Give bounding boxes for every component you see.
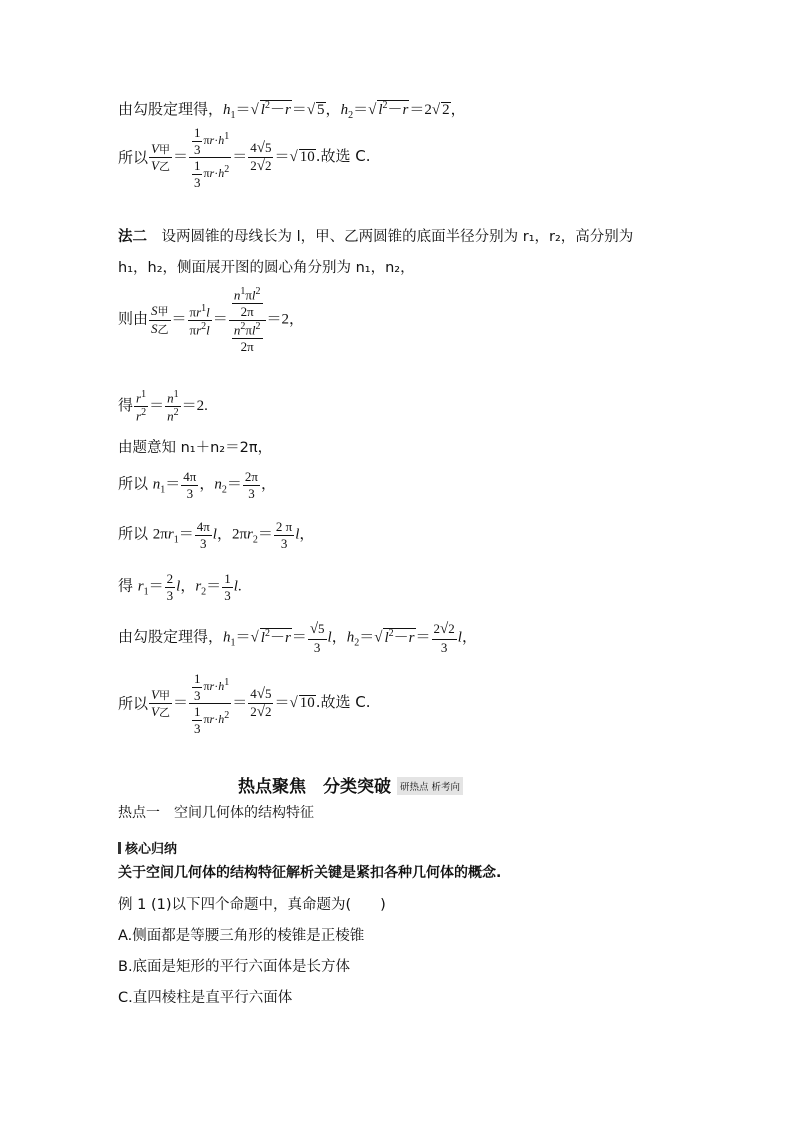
example-question: 例 1 (1)以下四个命题中，真命题为( ) bbox=[118, 897, 386, 913]
option-a: A.侧面都是等腰三角形的棱锥是正棱锥 bbox=[118, 928, 365, 944]
core-summary-text: 关于空间几何体的结构特征解析关键是紧扣各种几何体的概念. bbox=[118, 865, 502, 881]
line-radius-values: 得 $r_1=$ $\frac{2}{3}$ l，$r_2=$ $\frac{1}{3}$ l. bbox=[118, 571, 242, 603]
core-summary-label: 核心归纳 bbox=[118, 838, 177, 857]
line-ratio-r-n: 得 $\frac{r^1}{r^2}$ ＝ $\frac{n^1}{n^2}$ ＝2. bbox=[118, 389, 208, 424]
line-method-two: 法二 设两圆锥的母线长为 l，甲、乙两圆锥的底面半径分别为 r₁，r₂，高分别为 bbox=[118, 229, 634, 245]
line-heights-angles: h₁，h₂，侧面展开图的圆心角分别为 n₁，n₂， bbox=[118, 260, 415, 276]
hot-point-one-heading: 热点一 空间几何体的结构特征 bbox=[118, 805, 314, 821]
line-area-ratio: 则由 $\frac{\text{S甲}}{\text{S乙}}$ ＝ $\frac{\pi r^1l}{\pi r^2l}$ ＝ $\frac{\frac{n^1\pi l^2}{2\pi}}{\frac{n^2\pi l^2}{2\pi}}$ ＝2， bbox=[118, 286, 305, 354]
option-c: C.直四棱柱是直平行六面体 bbox=[118, 990, 293, 1006]
marker-bar-icon bbox=[118, 842, 121, 854]
line-arc-lengths: 所以 $2\pi r_1=$ $\frac{4\pi}{3}$ l，$2\pi r_2=$ $\frac{2 \pi}{3}$ l， bbox=[118, 519, 315, 551]
line-angle-sum: 由题意知 n₁＋n₂＝2π， bbox=[118, 440, 273, 456]
section-tag: 研热点 析考向 bbox=[397, 777, 463, 795]
line-volume-ratio-1: 所以 $\frac{\text{V甲}}{\text{V乙}}$ ＝ $\frac{1}{3}$ $\pi r\cdot h^1$ $\frac{1}{3}$ $\pi r\cdot h^2$ ＝ $\frac{4√5}{2√2}$ ＝√ 10.故选 C. bbox=[118, 125, 371, 190]
line-volume-ratio-2: 所以 $\frac{\text{V甲}}{\text{V乙}}$ ＝ $\frac{1}{3}$ $\pi r\cdot h^1$ $\frac{1}{3}$ $\pi r\cdot h^2$ ＝ $\frac{4√5}{2√2}$ ＝√ 10.故选 C. bbox=[118, 671, 371, 736]
line-pythagoras-2: 由勾股定理得，$h_1=√$ $l^2-r=$ $\frac{√5}{3}$ l，$h_2=√$ $l^2-r=$ $\frac{2√2}{3}$ l， bbox=[118, 621, 477, 655]
line-pythagoras-1: 由勾股定理得，$h_1=√$ $l^2-r=√$ 5，$h_2=√$ $l^2-r=2√$ 2， bbox=[118, 100, 466, 121]
option-b: B.底面是矩形的平行六面体是长方体 bbox=[118, 959, 351, 975]
line-angle-values: 所以 $n_1=$ $\frac{4\pi}{3}$ ，$n_2=$ $\frac{2\pi}{3}$ ， bbox=[118, 469, 276, 501]
section-title: 热点聚焦 分类突破 研热点 析考向 bbox=[238, 772, 463, 797]
